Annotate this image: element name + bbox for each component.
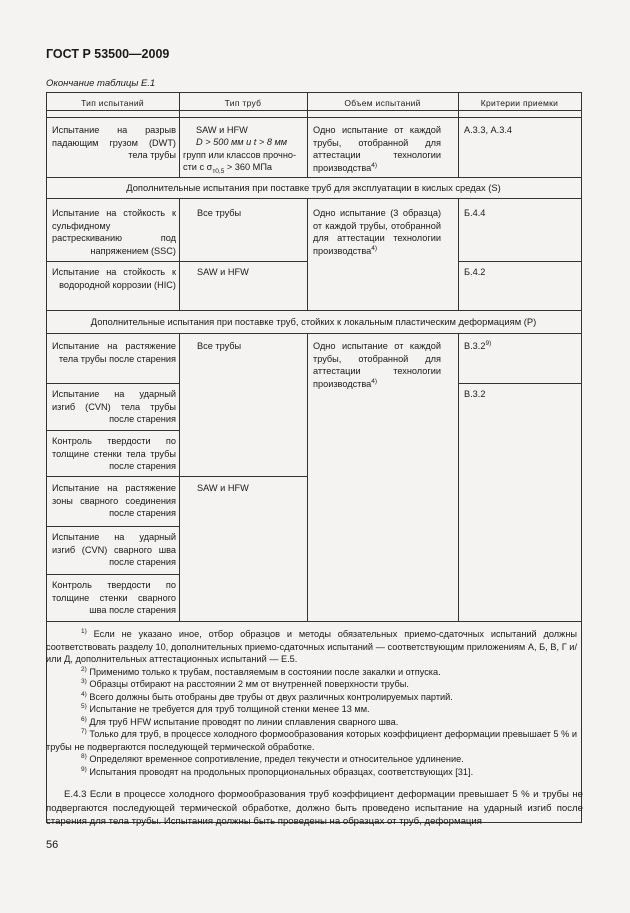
impact-weld-test-cell: Испытание на ударный изгиб (CVN) сварного шва после старения	[52, 532, 176, 567]
footnote: $^{9)}$ Испытания проводят на продольных пропорциональных образцах, соответствующих [31].	[81, 765, 474, 777]
tensile-weld-test-cell: Испытание на растяжение зоны сварного соединения после старения	[52, 483, 176, 518]
table-footnotes	[46, 628, 577, 778]
dwt-test-cell: Испытание на разрыв падающим грузом (DWT) тела трубы	[52, 125, 176, 160]
dwt-volume-cell: Одно испытание от каждой трубы, отобранной для аттестации технологии производства$^{4)}$	[313, 125, 441, 173]
footnote: $^{2)}$ Применимо только к трубам, поставляемым в состоянии после закалки и отпуска.	[81, 665, 441, 677]
column-header-test-type: Тип испытаний	[81, 98, 144, 108]
hic-test-cell: Испытание на стойкость к водородной коррозии (HIC)	[52, 267, 176, 290]
footnote: $^{1)}$ Если не указано иное, отбор образцов и методы обязательных приемо-сдаточных испытаний должны соответствовать разделу 10, дополнительных приемо-сдаточных испытаний — соответствующим приложениям А, Б, В, Г и/или Д, дополнительных аттестационных испытаний — Е.5.	[46, 627, 577, 664]
ssc-pipe-cell: Все трубы	[197, 208, 242, 218]
p-pipe-all-cell: Все трубы	[197, 341, 242, 351]
column-header-criteria: Критерии приемки	[480, 98, 559, 108]
hardness-body-test-cell: Контроль твердости по толщине стенки тела трубы после старения	[52, 436, 176, 471]
footnote: $^{6)}$ Для труб HFW испытание проводят по линии сплавления сварного шва.	[81, 715, 399, 727]
hardness-weld-test-cell: Контроль твердости по толщине стенки сварного шва после старения	[52, 580, 176, 615]
ssc-criteria-cell: Б.4.4	[464, 208, 486, 218]
impact-body-test-cell: Испытание на ударный изгиб (CVN) тела трубы после старения	[52, 389, 176, 424]
table-caption: Окончание таблицы Е.1	[46, 78, 156, 89]
p-volume-cell: Одно испытание от каждой трубы, отобранной для аттестации технологии производства$^{4)}$	[313, 341, 441, 389]
footnote: $^{7)}$ Только для труб, в процессе холодного формообразования которых коэффициент деформации превышает 5 % и трубы не подвергаются последующей термической обработке.	[46, 727, 577, 752]
p-criteria-1-cell: В.3.2$^{9)}$	[464, 339, 492, 351]
column-header-volume: Объем испытаний	[344, 98, 421, 108]
document-header: ГОСТ Р 53500—2009	[46, 47, 170, 61]
hic-criteria-cell: Б.4.2	[464, 267, 486, 277]
footnote: $^{4)}$ Всего должны быть отобраны две трубы от двух различных контролируемых партий.	[81, 690, 453, 702]
page-number: 56	[46, 839, 59, 851]
dwt-pipe-cell: SAW и HFW D > 500 мм и t > 8 мм групп или классов прочно- сти с $\sigma_{т0,5} > 360$ МПа	[183, 125, 297, 175]
section-sour-service: Дополнительные испытания при поставке труб для эксплуатации в кислых средах (S)	[126, 182, 501, 193]
column-header-pipe-type: Тип труб	[224, 98, 262, 108]
footnote: $^{8)}$ Определяют временное сопротивление, предел текучести и относительное удлинение.	[81, 752, 464, 764]
ssc-volume-cell: Одно испытание (3 образца) от каждой трубы, отобранной для аттестации технологии производства$^{4)}$	[313, 208, 441, 256]
footnote: $^{5)}$ Испытание не требуется для труб толщиной стенки менее 13 мм.	[81, 702, 370, 714]
ssc-test-cell: Испытание на стойкость к сульфидному растрескиванию под напряжением (SSC)	[52, 208, 176, 256]
footnote: $^{3)}$ Образцы отбирают на расстоянии 2 мм от внутренней поверхности трубы.	[81, 677, 409, 689]
p-criteria-2-cell: В.3.2	[464, 389, 486, 399]
tensile-body-test-cell: Испытание на растяжение тела трубы после старения	[52, 341, 176, 364]
hic-pipe-cell: SAW и HFW	[197, 267, 249, 277]
p-pipe-saw-cell: SAW и HFW	[197, 483, 249, 493]
dwt-criteria-cell: А.3.3, А.3.4	[464, 125, 513, 135]
section-plastic-deformation: Дополнительные испытания при поставке труб, стойких к локальным пластическим деформациям (P)	[90, 316, 537, 327]
body-paragraph: Е.4.3 Если в процессе холодного формообразования труб коэффициент деформации превышает 5 % и трубы не подвергаются последующей термической обработке, должно быть проведено испытание на ударный изгиб после старения для тела трубы. Испытания должны быть проведены на образцах от труб, деформация	[46, 789, 583, 827]
